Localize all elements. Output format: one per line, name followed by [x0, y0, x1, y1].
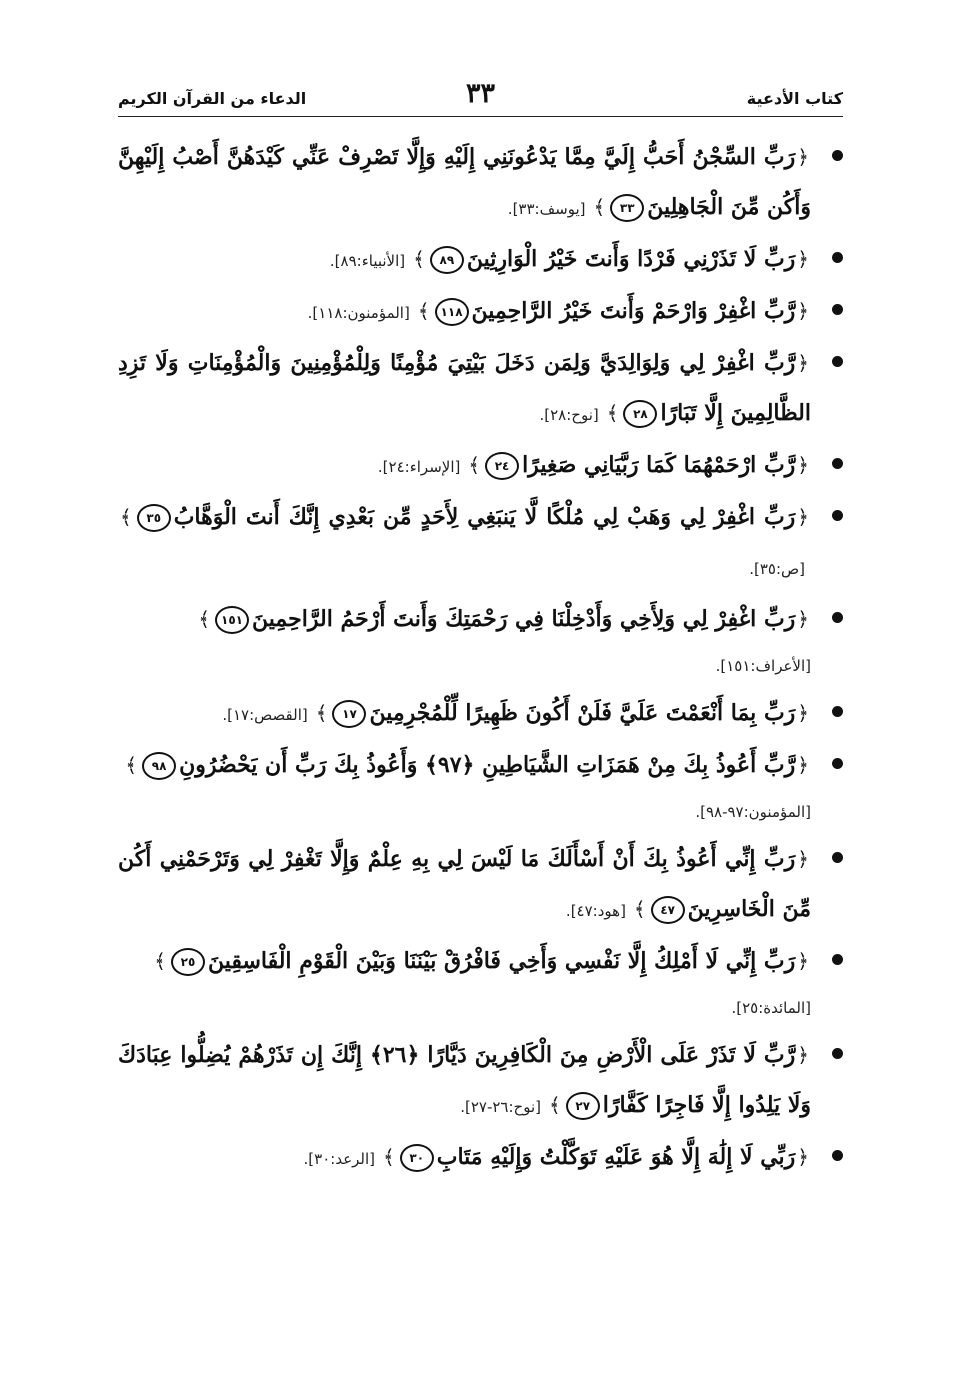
dua-item — [118, 234, 843, 286]
ornate-bracket-close: ﴾ — [383, 1145, 395, 1169]
ornate-bracket-close: ﴾ — [125, 753, 138, 777]
ayah-number: ٢٨ — [623, 400, 657, 428]
dua-item — [118, 492, 843, 594]
verse-reference: [يوسف:٣٣]. — [507, 200, 586, 218]
verse-text: رَّبِّ أَعُوذُ بِكَ مِنْ هَمَزَاتِ الشَّيَاطِينِ ﴿٩٧﴾ وَأَعُوذُ بِكَ رَبِّ أَن يَحْضُرُونِ — [179, 752, 796, 778]
ayah-number: ٣٥ — [137, 504, 171, 532]
ornate-bracket-open: ﴿ — [797, 1043, 809, 1067]
verse — [118, 834, 811, 936]
verse-reference: [المؤمنون:١١٨]. — [307, 304, 410, 322]
dua-item — [118, 834, 843, 936]
ornate-bracket-close: ﴾ — [154, 949, 166, 973]
ayah-number: ٢٧ — [566, 1092, 600, 1120]
verse — [118, 234, 811, 286]
ornate-bracket-close: ﴾ — [593, 195, 606, 219]
ornate-bracket-open: ﴿ — [797, 351, 809, 375]
verse-text: رَبِّ اغْفِرْ لِي وَهَبْ لِي مُلْكًا لَّا يَنبَغِي لِأَحَدٍ مِّن بَعْدِي إِنَّكَ أَنتَ الْوَهَّابُ — [173, 504, 796, 530]
ayah-number: ٤٧ — [651, 896, 685, 924]
ornate-bracket-open: ﴿ — [797, 949, 809, 973]
verse-reference: [ص:٣٥]. — [749, 560, 805, 578]
dua-item — [118, 338, 843, 440]
bullet — [832, 458, 843, 469]
dua-item — [118, 740, 843, 834]
verse-reference: [نوح:٢٦-٢٧]. — [460, 1098, 541, 1116]
bullet — [832, 510, 843, 521]
dua-item — [118, 440, 843, 492]
dua-item — [118, 1132, 843, 1184]
verse — [118, 594, 811, 644]
ornate-bracket-open: ﴿ — [797, 753, 809, 777]
verse-reference: [المائدة:٢٥]. — [731, 999, 811, 1017]
ornate-bracket-close: ﴾ — [120, 505, 132, 529]
bullet — [832, 954, 843, 965]
verse-text: رَّبِّ اغْفِرْ لِي وَلِوَالِدَيَّ وَلِمَن دَخَلَ بَيْتِيَ مُؤْمِنًا وَلِلْمُؤْمِنِينَ وَالْمُؤْمِنَاتِ وَلَا تَزِدِ الظَّالِمِينَ إِلَّا تَبَارًا — [118, 350, 811, 426]
verse — [118, 132, 811, 234]
verse — [118, 286, 811, 338]
verse-reference: [الأعراف:١٥١]. — [715, 657, 811, 675]
dua-item — [118, 594, 843, 688]
verse-reference: [القصص:١٧]. — [222, 706, 308, 724]
dua-item — [118, 132, 843, 234]
dua-item — [118, 936, 843, 1030]
ornate-bracket-open: ﴿ — [797, 847, 809, 871]
ayah-number: ٣٣ — [610, 194, 644, 222]
bullet — [832, 1150, 843, 1161]
verse — [118, 1132, 811, 1184]
chapter-title: الدعاء من القرآن الكريم — [118, 88, 307, 108]
ornate-bracket-open: ﴿ — [797, 247, 809, 271]
ayah-number: ٨٩ — [430, 246, 464, 274]
verse-text: رَبِّي لَا إِلَٰهَ إِلَّا هُوَ عَلَيْهِ تَوَكَّلْتُ وَإِلَيْهِ مَتَابِ — [436, 1144, 796, 1170]
dua-item — [118, 688, 843, 740]
verse-text: رَبِّ بِمَا أَنْعَمْتَ عَلَيَّ فَلَنْ أَكُونَ ظَهِيرًا لِّلْمُجْرِمِينَ — [369, 700, 796, 726]
ornate-bracket-open: ﴿ — [797, 453, 809, 477]
verse-text: رَّبِّ ارْحَمْهُمَا كَمَا رَبَّيَانِي صَغِيرًا — [522, 452, 796, 478]
ayah-number: ٢٥ — [171, 948, 205, 976]
page-number: ٣٣ — [465, 78, 496, 109]
verse-text: رَبِّ إِنِّي أَعُوذُ بِكَ أَنْ أَسْأَلَكَ مَا لَيْسَ لِي بِهِ عِلْمٌ وَإِلَّا تَغْفِرْ لِي وَتَرْحَمْنِي أَكُن مِّنَ الْخَاسِرِينَ — [118, 846, 811, 922]
dua-item — [118, 1030, 843, 1132]
verse — [118, 440, 811, 492]
ornate-bracket-close: ﴾ — [417, 299, 430, 323]
verse-text: رَّبِّ اغْفِرْ وَارْحَمْ وَأَنتَ خَيْرُ الرَّاحِمِينَ — [471, 298, 796, 324]
verse — [118, 1030, 811, 1132]
ornate-bracket-open: ﴿ — [797, 505, 809, 529]
ornate-bracket-close: ﴾ — [413, 247, 425, 271]
bullet — [832, 706, 843, 717]
bullet — [832, 356, 843, 367]
bullet — [832, 852, 843, 863]
bullet — [832, 1048, 843, 1059]
verse-text: رَبِّ لَا تَذَرْنِي فَرْدًا وَأَنتَ خَيْرُ الْوَارِثِينَ — [466, 246, 796, 272]
ayah-number: ٢٤ — [485, 452, 519, 480]
bullet — [832, 612, 843, 623]
verse-text: رَبِّ إِنِّي لَا أَمْلِكُ إِلَّا نَفْسِي وَأَخِي فَافْرُقْ بَيْنَنَا وَبَيْنَ الْقَوْمِ الْفَاسِقِينَ — [207, 948, 796, 974]
ayah-number: ١٥١ — [215, 606, 249, 634]
ayah-number: ٩٨ — [142, 752, 176, 780]
verse-reference: [الإسراء:٢٤]. — [377, 458, 461, 476]
verse-text: رَبِّ السِّجْنُ أَحَبُّ إِلَيَّ مِمَّا يَدْعُونَنِي إِلَيْهِ وَإِلَّا تَصْرِفْ عَنِّي كَيْدَهُنَّ أَصْبُ إِلَيْهِنَّ وَأَكُن مِّنَ الْجَاهِلِينَ — [118, 144, 811, 220]
ornate-bracket-open: ﴿ — [797, 607, 809, 631]
ornate-bracket-close: ﴾ — [198, 607, 211, 631]
dua-item — [118, 286, 843, 338]
ornate-bracket-close: ﴾ — [315, 701, 328, 725]
ornate-bracket-close: ﴾ — [606, 401, 619, 425]
ayah-number: ٣٠ — [400, 1144, 434, 1172]
ornate-bracket-close: ﴾ — [468, 453, 481, 477]
verse-reference: [الأنبياء:٨٩]. — [329, 252, 406, 270]
header-divider — [118, 116, 843, 117]
verse-reference: [الرعد:٣٠]. — [303, 1150, 376, 1168]
page-header — [118, 80, 843, 116]
bullet — [832, 252, 843, 263]
verse — [118, 740, 811, 790]
ornate-bracket-close: ﴾ — [549, 1093, 561, 1117]
verse — [118, 688, 811, 740]
ornate-bracket-open: ﴿ — [797, 145, 809, 169]
bullet — [832, 150, 843, 161]
ornate-bracket-open: ﴿ — [797, 701, 809, 725]
ayah-number: ١٧ — [332, 700, 366, 728]
verse — [118, 338, 811, 440]
bullet — [832, 304, 843, 315]
verse — [118, 936, 811, 986]
verse-text: رَبِّ اغْفِرْ لِي وَلِأَخِي وَأَدْخِلْنَا فِي رَحْمَتِكَ وَأَنتَ أَرْحَمُ الرَّاحِمِينَ — [252, 606, 796, 632]
bullet — [832, 758, 843, 769]
ornate-bracket-open: ﴿ — [797, 299, 809, 323]
verse — [118, 492, 811, 594]
ornate-bracket-close: ﴾ — [633, 897, 646, 921]
dua-list — [118, 132, 843, 1184]
ayah-number: ١١٨ — [435, 298, 469, 326]
verse-text: رَّبِّ لَا تَذَرْ عَلَى الْأَرْضِ مِنَ الْكَافِرِينَ دَيَّارًا ﴿٢٦﴾ إِنَّكَ إِن تَذَرْهُمْ يُضِلُّوا عِبَادَكَ وَلَا يَلِدُوا إِلَّا فَاجِرًا كَفَّارًا — [118, 1042, 811, 1118]
verse-reference: [المؤمنون:٩٧-٩٨]. — [695, 803, 811, 821]
ornate-bracket-open: ﴿ — [797, 1145, 809, 1169]
verse-reference: [نوح:٢٨]. — [539, 406, 599, 424]
verse-reference: [هود:٤٧]. — [565, 902, 626, 920]
book-title: كتاب الأدعية — [746, 88, 843, 108]
